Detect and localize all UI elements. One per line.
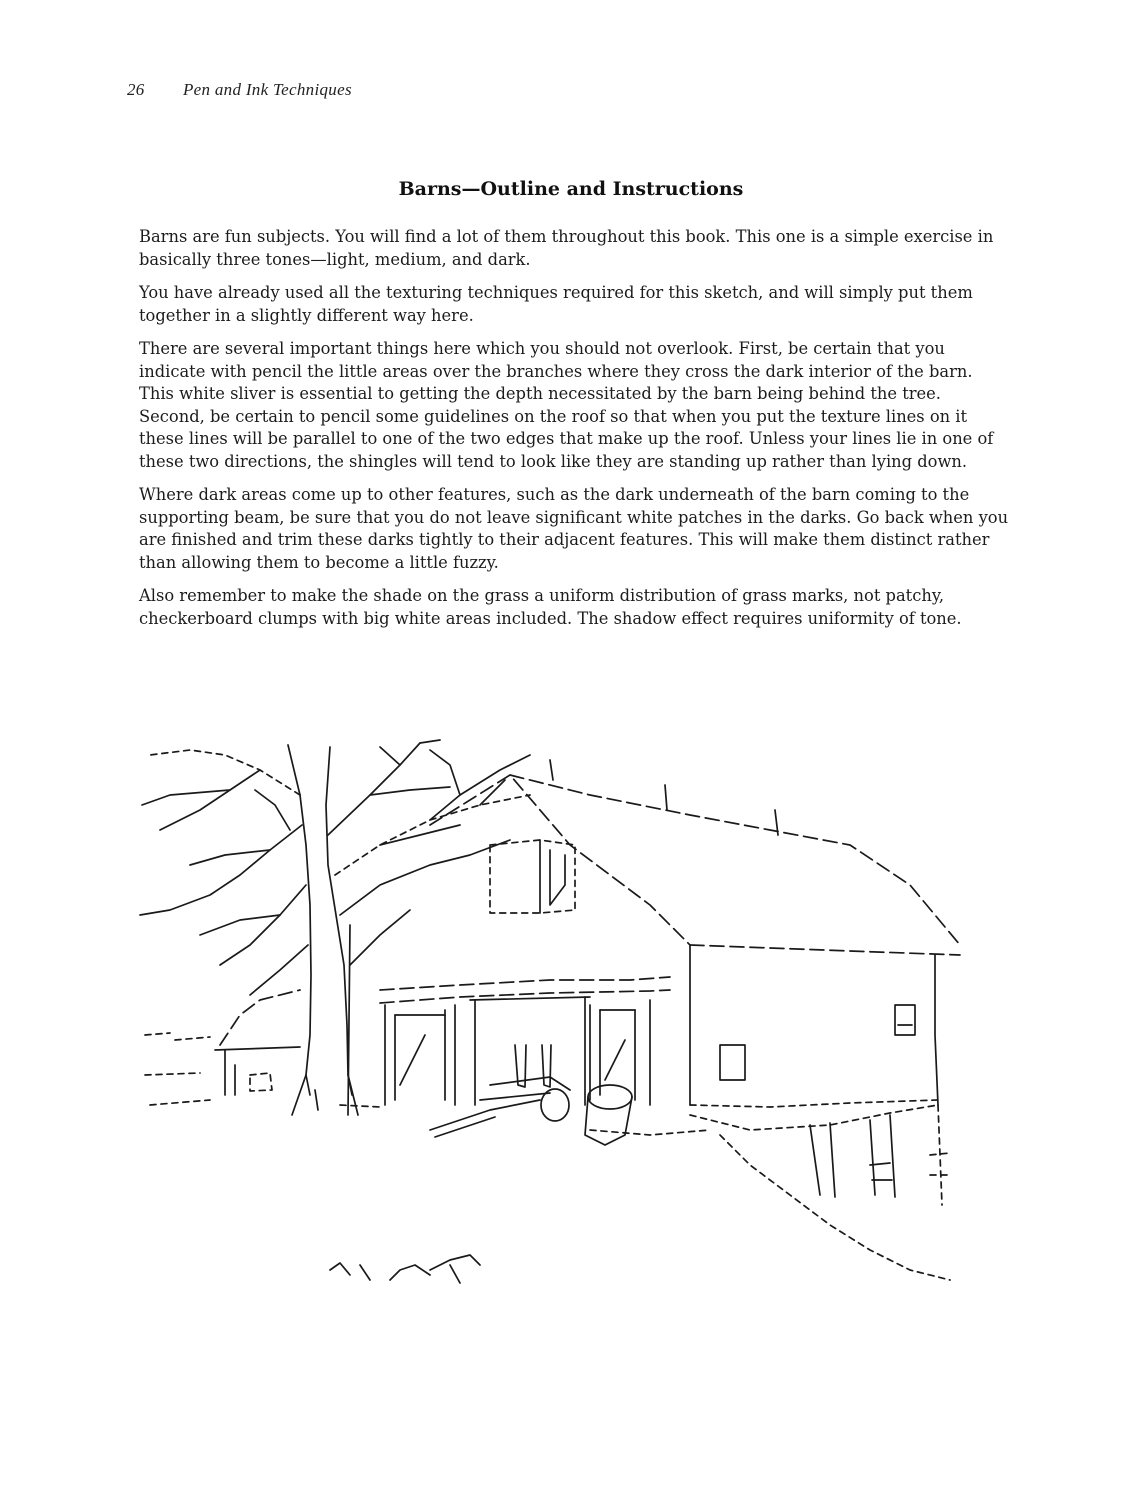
page-number: 26 [127,80,145,99]
barn-illustration [130,735,970,1295]
tree [140,740,530,1115]
barn [348,760,960,1205]
body-text [139,226,1009,641]
shed [145,990,300,1105]
running-head [127,80,352,100]
paragraph-4: Where dark areas come up to other features, such as the dark underneath of the barn coming to the supporting beam, be sure that you do not leave significant white patches in the darks. Go back when you are finished and trim these darks tightly to their adjacent features. This will make them distinct rather than allowing them to become a little fuzzy. [139,485,1009,572]
paragraph-5: Also remember to make the shade on the grass a uniform distribution of grass marks, not patchy, checkerboard clumps with big white areas included. The shadow effect requires uniformity of tone. [139,586,962,628]
paragraph-2: You have already used all the texturing techniques required for this sketch, and will simply put them together in a slightly different way here. [139,283,973,325]
section-title: Barns—Outline and Instructions [398,178,744,200]
barn-sketch-svg [130,735,970,1295]
book-title: Pen and Ink Techniques [183,80,352,99]
paragraph-1: Barns are fun subjects. You will find a lot of them throughout this book. This one is a simple exercise in basically three tones—light, medium, and dark. [139,227,994,269]
ground [330,1105,950,1283]
paragraph-3: There are several important things here which you should not overlook. First, be certain that you indicate with pencil the little areas over the branches where they cross the dark interior of the barn. This white sliver is essential to getting the depth necessitated by the barn being behind the tree. Second, be certain to pencil some guidelines on the roof so that when you put the texture lines on it these lines will be parallel to one of the two edges that make up the roof. Unless your lines lie in one of these two directions, the shingles will tend to look like they are standing up rather than lying down. [139,339,994,471]
